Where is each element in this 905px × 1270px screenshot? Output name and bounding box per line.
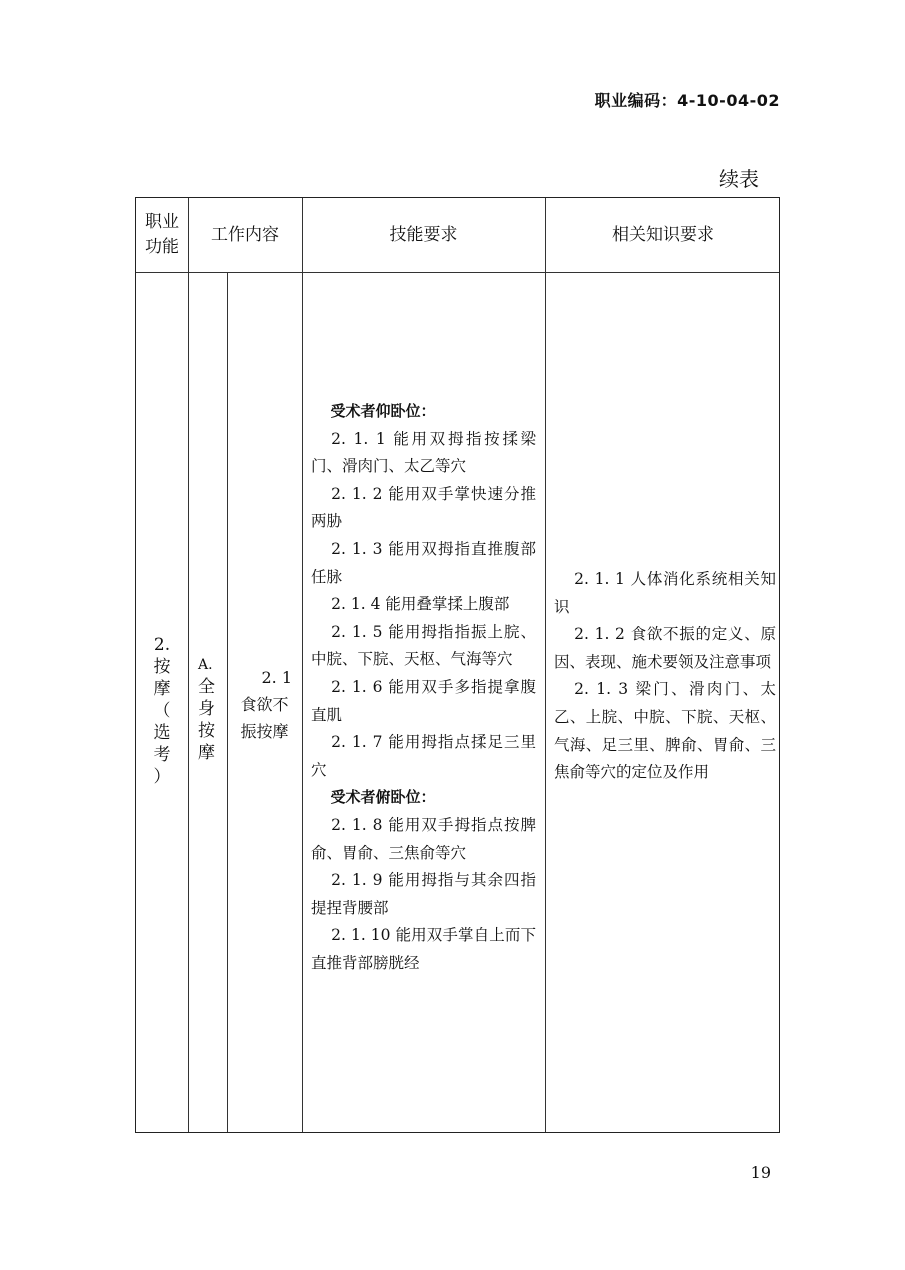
occupation-code: 职业编码：4-10-04-02 xyxy=(594,91,780,110)
standards-table xyxy=(135,197,780,1133)
header-function: 职业 功能 xyxy=(145,212,179,257)
page-number: 19 xyxy=(750,1163,771,1182)
knowledge-item: 2. 1. 1 人体消化系统相关知识 xyxy=(554,570,776,616)
skill-heading: 受术者俯卧位： xyxy=(330,788,436,807)
skill-item: 2. 1. 6 能用双手多指提拿腹直肌 xyxy=(311,677,536,724)
continued-label: 续表 xyxy=(719,167,759,191)
col-divider xyxy=(545,198,546,1132)
header-knowledge: 相关知识要求 xyxy=(612,224,714,245)
header-skill: 技能要求 xyxy=(389,224,458,245)
skill-item: 2. 1. 1 能用双拇指按揉梁门、滑肉门、太乙等穴 xyxy=(311,429,536,476)
knowledge-cell xyxy=(554,566,776,787)
knowledge-item: 2. 1. 2 食欲不振的定义、原因、表现、施术要领及注意事项 xyxy=(554,625,776,671)
header-divider xyxy=(136,272,779,273)
skill-cell xyxy=(311,398,536,977)
header-work-content: 工作内容 xyxy=(211,224,279,245)
skill-item: 2. 1. 2 能用双手掌快速分推两胁 xyxy=(311,484,536,531)
skill-item: 2. 1. 7 能用拇指点揉足三里穴 xyxy=(311,733,536,779)
knowledge-item: 2. 1. 3 梁门、滑肉门、太乙、上脘、中脘、下脘、天枢、气海、足三里、脾俞、胃俞、三焦俞等穴的定位及作用 xyxy=(554,680,776,782)
skill-item: 2. 1. 9 能用拇指与其余四指提捏背腰部 xyxy=(311,871,536,917)
skill-item: 2. 1. 4 能用叠掌揉上腹部 xyxy=(331,595,510,614)
skill-item: 2. 1. 5 能用拇指指振上脘、中脘、下脘、天枢、气海等穴 xyxy=(311,622,536,669)
function-cell: 2. 按 摩 （ 选 考 ） xyxy=(153,635,171,787)
skill-heading: 受术者仰卧位： xyxy=(330,402,436,420)
category-cell: A. 全 身 按 摩 xyxy=(198,657,215,763)
skill-item: 2. 1. 3 能用双拇指直推腹部任脉 xyxy=(311,539,536,586)
item-cell: 2. 1 食欲不 振按摩 xyxy=(240,668,292,741)
skill-item: 2. 1. 10 能用双手掌自上而下直推背部膀胱经 xyxy=(311,926,536,972)
skill-item: 2. 1. 8 能用双手拇指点按脾俞、胃俞、三焦俞等穴 xyxy=(311,815,536,862)
col-divider xyxy=(302,198,303,1132)
